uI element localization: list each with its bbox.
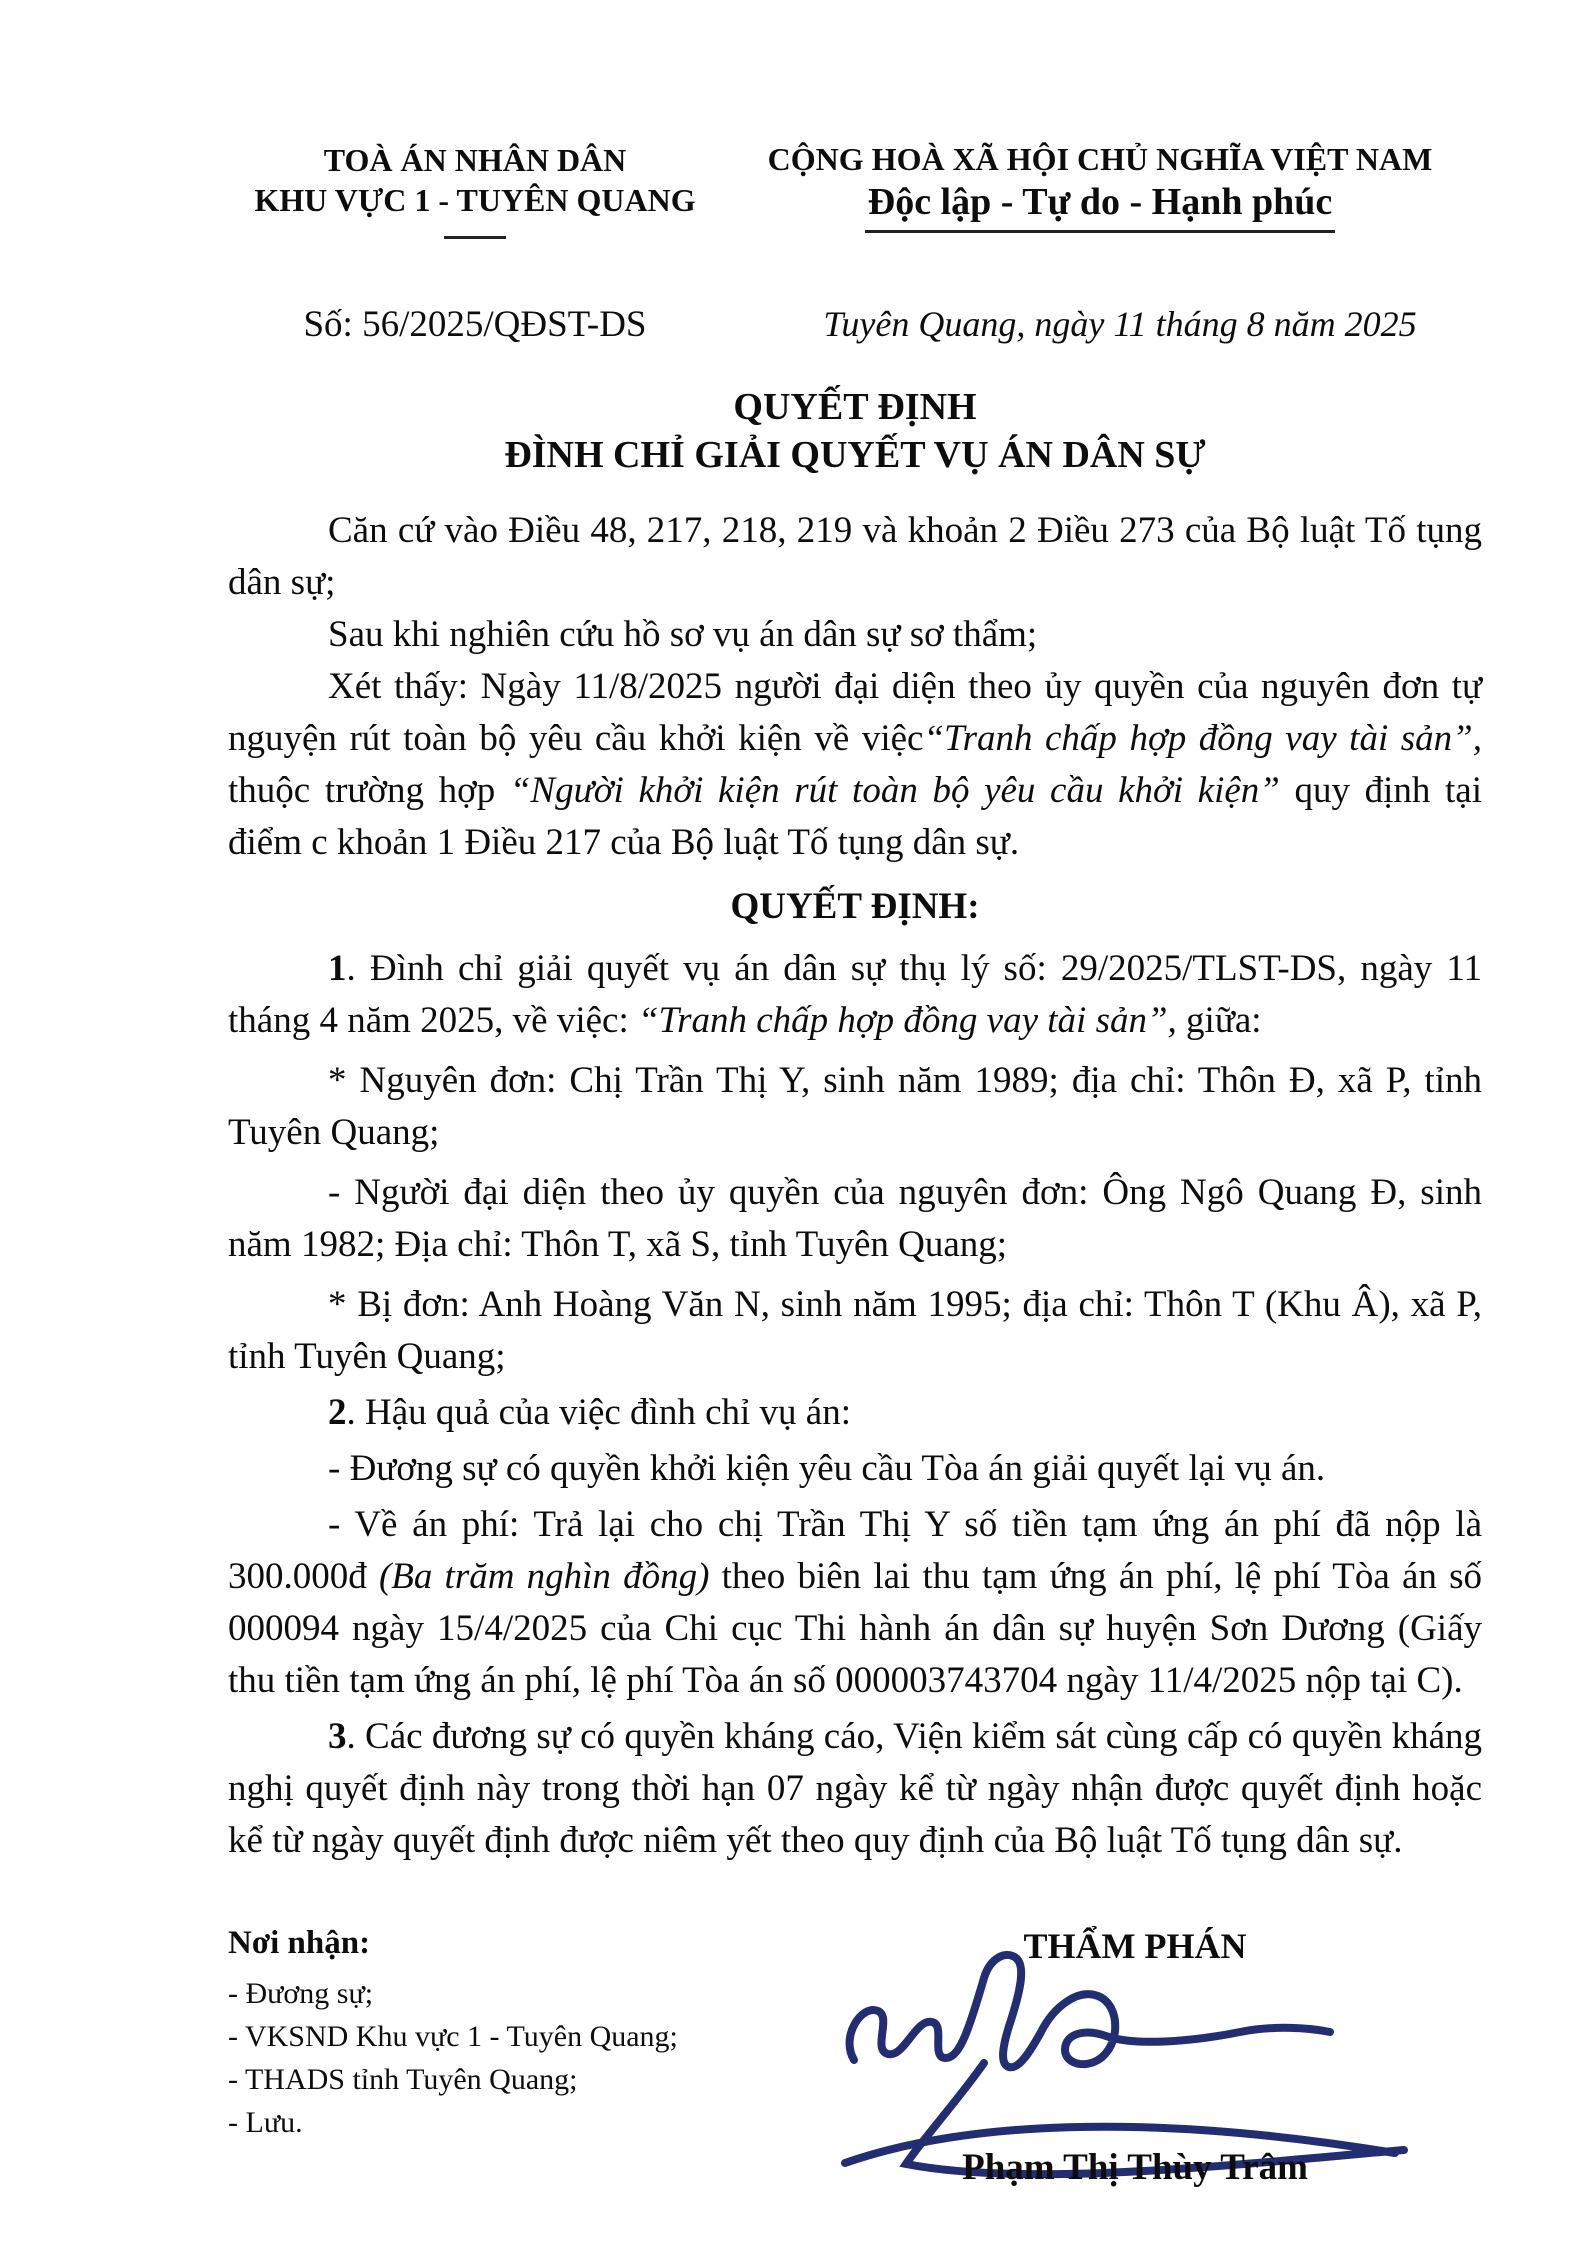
body-paragraph [228, 505, 1482, 609]
text-run: 1 [328, 948, 347, 989]
body-paragraph [228, 1167, 1482, 1271]
doc-number: Số: 56/2025/QĐST-DS [303, 304, 647, 345]
body-paragraph [228, 1711, 1482, 1867]
body-paragraph [228, 1443, 1482, 1495]
section-heading: QUYẾT ĐỊNH: [730, 886, 980, 927]
body-paragraph [228, 1499, 1482, 1707]
text-run: giữa: [1176, 1000, 1262, 1041]
text-run: - Đương sự có quyền khởi kiện yêu cầu Tòa án giải quyết lại vụ án. [328, 1448, 1326, 1489]
signature-squiggle [850, 1955, 1330, 2067]
text-run: . Đình chỉ giải quyết vụ án dân sự thụ lý số: 29/2025/TLST-DS, ngày 11 tháng 4 năm 2025, về việc: [228, 948, 1482, 1041]
recipient-item: - THADS tỉnh Tuyên Quang; [228, 2063, 578, 2096]
text-run: 2 [328, 1392, 347, 1433]
text-run: Sau khi nghiên cứu hồ sơ vụ án dân sự sơ thẩm; [328, 614, 1038, 655]
title-line-1: QUYẾT ĐỊNH [733, 386, 977, 428]
title-line-2: ĐÌNH CHỈ GIẢI QUYẾT VỤ ÁN DÂN SỰ [504, 434, 1206, 476]
text-run: “Người khởi kiện rút toàn bộ yêu cầu khởi kiện” [509, 770, 1280, 811]
body-paragraph [228, 1279, 1482, 1383]
recipients-label: Nơi nhận: [228, 1925, 371, 1961]
text-run: “Tranh chấp hợp đồng vay tài sản”, [923, 718, 1483, 759]
recipient-item: - VKSND Khu vực 1 - Tuyên Quang; [228, 2020, 678, 2053]
court-header-rule [444, 236, 506, 239]
recipient-item: - Đương sự; [228, 1977, 374, 2010]
text-run: (Ba trăm nghìn đồng) [378, 1556, 710, 1597]
document-body [228, 505, 1482, 1867]
court-name: TOÀ ÁN NHÂN DÂN [323, 142, 627, 178]
national-header-rule [865, 230, 1335, 233]
national-motto: Độc lập - Tự do - Hạnh phúc [867, 181, 1333, 223]
document-title [228, 383, 1482, 479]
body-paragraph [228, 1387, 1482, 1439]
national-title: CỘNG HOÀ XÃ HỘI CHỦ NGHĨA VIỆT NAM [767, 141, 1433, 177]
text-run: Căn cứ vào Điều 48, 217, 218, 219 và khoản 2 Điều 273 của Bộ luật Tố tụng dân sự; [228, 510, 1482, 603]
text-run: thuộc trường hợp [228, 770, 510, 811]
court-region: KHU VỰC 1 - TUYÊN QUANG [254, 182, 696, 218]
national-header [750, 140, 1450, 233]
body-paragraph [228, 609, 1482, 661]
place-date-line: Tuyên Quang, ngày 11 tháng 8 năm 2025 [823, 304, 1417, 344]
body-paragraph [228, 661, 1482, 869]
body-paragraph [228, 1055, 1482, 1159]
court-header [230, 140, 720, 239]
text-run: Xét thấy: Ngày 11/8/2025 người đại diện theo ủy quyền của nguyên đơn tự nguyện rút toàn bộ yêu cầu khởi kiện về việc [228, 666, 1482, 759]
recipient-item: - Lưu. [228, 2106, 303, 2139]
text-run: 3 [328, 1716, 347, 1757]
text-run: . Hậu quả của việc đình chỉ vụ án: [346, 1392, 851, 1433]
body-paragraph [228, 943, 1482, 1047]
text-run: “Tranh chấp hợp đồng vay tài sản”, [637, 1000, 1177, 1041]
judge-name: Phạm Thị Thùy Trâm [962, 2147, 1308, 2188]
text-run: - Về án phí: Trả lại cho chị Trần Thị Y số tiền tạm ứng án phí đã nộp là 300.000đ [228, 1504, 1482, 1597]
text-run: theo biên lai thu tạm ứng án phí, lệ phí Tòa án số 000094 ngày 15/4/2025 của Chi cục Thi hành án dân sự huyện Sơn Dương (Giấy thu tiền tạm ứng án phí, lệ phí Tòa án số 000003743704 ngày 11/4/2025 nộp tại C). [228, 1556, 1482, 1701]
text-run: quy định tại điểm c khoản 1 Điều 217 của Bộ luật Tố tụng dân sự. [228, 770, 1482, 863]
recipients-list [228, 1972, 678, 2144]
text-run: * Nguyên đơn: Chị Trần Thị Y, sinh năm 1989; địa chỉ: Thôn Đ, xã P, tỉnh Tuyên Quang; [228, 1060, 1482, 1153]
text-run: . Các đương sự có quyền kháng cáo, Viện kiểm sát cùng cấp có quyền kháng nghị quyết định này trong thời hạn 07 ngày kể từ ngày nhận được quyết định hoặc kể từ ngày quyết định được niêm yết theo quy định của Bộ luật Tố tụng dân sự. [228, 1716, 1482, 1861]
text-run: - Người đại diện theo ủy quyền của nguyên đơn: Ông Ngô Quang Đ, sinh năm 1982; Địa chỉ: Thôn T, xã S, tỉnh Tuyên Quang; [228, 1172, 1482, 1265]
text-run: * Bị đơn: Anh Hoàng Văn N, sinh năm 1995; địa chỉ: Thôn T (Khu Â), xã P, tỉnh Tuyên Quang; [228, 1284, 1482, 1377]
judge-title: THẨM PHÁN [1023, 1926, 1247, 1966]
